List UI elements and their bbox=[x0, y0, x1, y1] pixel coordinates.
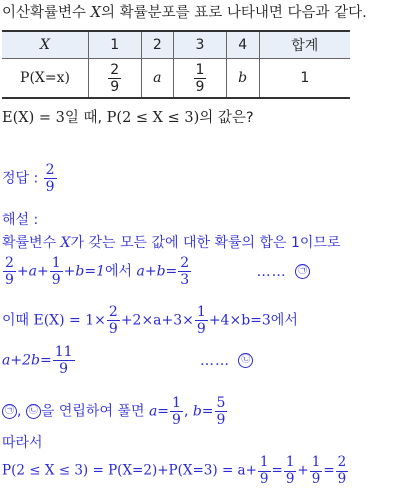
solution-line-7: P(2 ≤ X ≤ 3) = P(X=2)+P(X=3) = a+ $\frac{1}{9}$ = $\frac{1}{9}$ + $\frac{1}{9}$ = $\frac{2}{9}$ bbox=[2, 454, 347, 487]
solution-line-1: 확률변수 X가 갖는 모든 값에 대한 확률의 합은 1이므로 bbox=[2, 235, 341, 251]
question-title-text-1: 이산확률변수 bbox=[2, 5, 91, 21]
table-prob-cell: a bbox=[141, 59, 174, 99]
solution-line-4: a+2b= $\frac{11}{9}$ …… ㉡ bbox=[2, 345, 253, 376]
fraction: $\frac{1}{9}$ bbox=[195, 61, 205, 95]
equation-mark-1: ㉠ bbox=[295, 264, 310, 279]
solution-line-3: 이때 E(X) = 1× $\frac{2}{9}$ +2×a+3× $\frac{1}{9}$ +4×b=3에서 bbox=[2, 304, 298, 337]
equation-mark-2: ㉡ bbox=[238, 353, 253, 368]
answer-fraction: $\frac{2}{9}$ bbox=[45, 162, 55, 195]
question-title-text-2: 의 확률분포를 표로 나타내면 다음과 같다. bbox=[100, 5, 367, 21]
table-prob-label: P(X=x) bbox=[2, 59, 89, 99]
table-prob-cell: b bbox=[226, 59, 259, 99]
question-title-variable: X bbox=[90, 5, 101, 21]
table-total-prob: 1 bbox=[259, 59, 350, 99]
table-prob-cell bbox=[89, 59, 142, 99]
explanation-label: 해설 : bbox=[2, 212, 39, 228]
table-value-cell: 1 bbox=[89, 31, 142, 59]
table-total-label: 합계 bbox=[259, 31, 350, 59]
probability-distribution-table bbox=[2, 30, 350, 99]
fraction: $\frac{2}{9}$ bbox=[110, 61, 120, 95]
table-value-cell: 2 bbox=[141, 31, 174, 59]
table-value-cell: 3 bbox=[174, 31, 227, 59]
table-value-cell: 4 bbox=[226, 31, 259, 59]
solution-line-6: 따라서 bbox=[2, 435, 43, 451]
prompt-expectation: E(X) = 3 bbox=[2, 110, 65, 126]
answer-line bbox=[2, 163, 58, 194]
ellipsis: …… bbox=[256, 263, 287, 280]
prompt-text-end: 의 값은? bbox=[199, 110, 254, 126]
question-title bbox=[2, 1, 367, 22]
table-header-row bbox=[2, 31, 350, 59]
prompt-text: 일 때, bbox=[64, 110, 107, 126]
table-prob-cell bbox=[174, 59, 227, 99]
answer-label: 정답 : bbox=[2, 170, 39, 187]
solution-line-5: ㉠ , ㉡ 을 연립하여 풀면 a= $\frac{1}{9}$ , b= $\frac{5}{9}$ bbox=[2, 396, 228, 427]
solution-line-2: $\frac{2}{9}$ +a+ $\frac{1}{9}$ +b=1에서 a+b= $\frac{2}{3}$ …… ㉠ bbox=[2, 256, 310, 287]
ellipsis: …… bbox=[199, 352, 230, 369]
prompt-probability: P(2 ≤ X ≤ 3) bbox=[106, 110, 200, 126]
question-prompt bbox=[2, 106, 254, 127]
table-header-x: X bbox=[2, 31, 89, 59]
table-prob-row bbox=[2, 59, 350, 99]
